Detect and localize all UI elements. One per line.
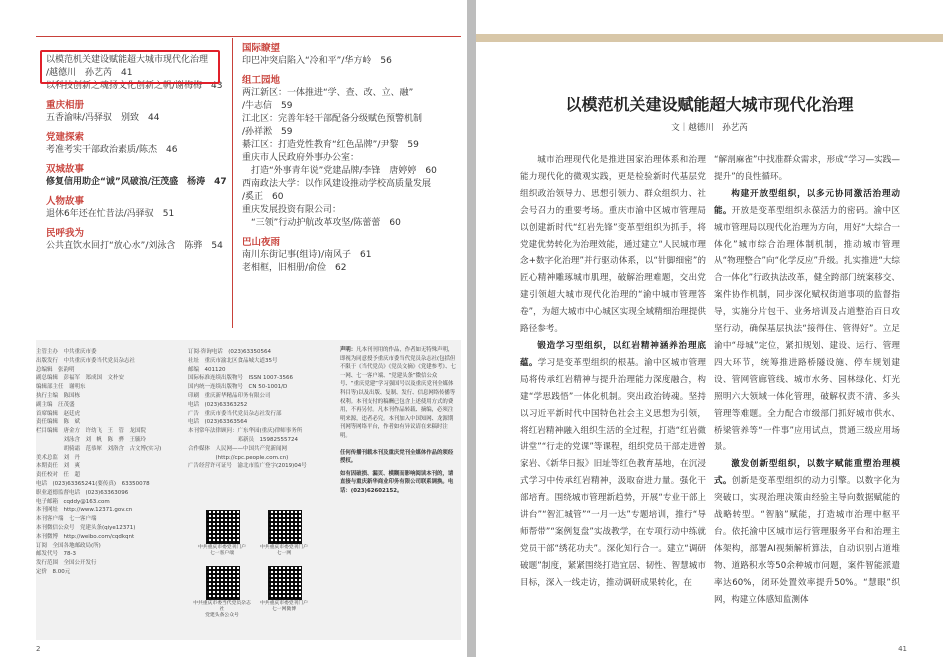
colophon-line: 合作媒体 人民网——中国共产党新闻网: [188, 445, 288, 452]
colophon-line: 本刊客户端 七一客户端: [36, 516, 97, 523]
colophon-line: 首席编辑 赵廷虎: [36, 410, 81, 417]
toc-entry[interactable]: /奚正 60: [242, 192, 284, 202]
toc-entry[interactable]: “三领”行动护航改革攻坚/陈蕾蕾 60: [242, 218, 401, 228]
toc-entry[interactable]: 以模范机关建设赋能超大城市现代化治理: [46, 55, 209, 65]
colophon-line: 主管主办 中共重庆市委: [36, 349, 97, 355]
toc-entry[interactable]: 修复信用助企“诚”风破浪/汪茂盛 杨涛 47: [46, 177, 227, 187]
colophon-line: 国际标准连续出版物号 ISSN 1007-3566: [188, 375, 293, 382]
colophon-line: 总编辑 张韵明: [36, 366, 75, 373]
article-title: 以模范机关建设赋能超大城市现代化治理: [565, 95, 854, 114]
colophon-column-2: [188, 348, 307, 471]
toc-section-heading: 巴山夜雨: [242, 237, 281, 248]
article-byline: 文｜越德川 孙艺芮: [671, 123, 748, 133]
colophon-line: 责任校对 任 超: [36, 472, 81, 479]
colophon-line: 广告经营许可证号 渝北市监广登字(2019)04号: [188, 463, 307, 470]
toc-entry[interactable]: 重庆发展投资有限公司：: [242, 205, 342, 215]
colophon-line: 美术总监 刘 丹: [36, 454, 81, 461]
colophon-line: 电话 (023)63363252: [188, 401, 248, 408]
toc-entry[interactable]: /孙祥淞 59: [242, 127, 293, 137]
article-paragraph: 城市治理现代化是推进国家治理体系和治理能力现代化的微观实践，更是检验新时代基层党组织政治领导力、思想引领力、群众组织力、社会号召力的重要考场。重庆市渝中区城市管理局以创建新时代“红岩先锋”变革型组织为抓手，将党建优势转化为治理效能，通过建立“人民城市理念+数字化治理”并行驱动体系，以“针脚细密”的匠心精神雕琢城市肌理，破解治理难题，交出党建引领超大城市现代化治理的“渝中城市管理答卷”，为超大城市中心城区实现全域精细治理提供路径参考。: [520, 155, 706, 335]
colophon-line: 定价 8.00元: [36, 568, 71, 575]
colophon-statement: [340, 346, 456, 496]
left-page: [0, 0, 467, 657]
colophon-line: 发行范围 全国公开发行: [36, 560, 97, 567]
toc-entry[interactable]: 印巴冲突启陷入“冷和平”/华方岭 56: [242, 56, 392, 66]
page-number: 2: [36, 645, 41, 653]
toc-divider: [232, 38, 233, 328]
toc-entry[interactable]: 西南政法大学：以作风建设推动学校高质量发展: [242, 179, 432, 189]
colophon-line: 电话 (023)63365241(要传真) 63350078: [36, 480, 150, 487]
toc-entry[interactable]: 退休6年还在忙昔法/冯驿驭 51: [46, 209, 175, 219]
colophon-line: 电话 (023)63363564: [188, 419, 248, 426]
qr-code-icon: [206, 510, 240, 544]
toc-entry[interactable]: /牛志信 59: [242, 101, 293, 111]
statement-title: 声明：: [340, 347, 357, 353]
toc-entry[interactable]: 五香渝味/冯驿驭 别致 44: [46, 113, 160, 123]
colophon-line: 印刷 重庆新华精品印务有限公司: [188, 392, 271, 399]
toc-section-heading: 组工园地: [242, 75, 281, 86]
colophon-line: 刘泳含 刘 帆 陈 骅 王毓玲: [36, 436, 147, 443]
article-paragraph: “解剖麻雀”中找准群众需求，形成“学习—实践—提升”的良性循环。: [714, 155, 900, 182]
article-paragraph: 学习是变革型组织的根基。渝中区城市管理局将传承红岩精神与提升治理能力深度融合，构建“学思践悟”一体化机制。突出政治铸魂。坚持以习近平新时代中国特色社会主义思想为引领，将红岩精神融入组织生活的全过程，打造“红岩微讲堂”“行走的党课”等课程，组织党员干部走进曾家岩、《新华日报》旧址等红色教育基地，在沉浸式学习中传承红岩精神，汲取奋进力量。强化干部培育。围绕城市管理新趋势，开展“专业干部上讲台”“智汇城管”“一月一达”专题培训，推行“导师帮带”“案例复盘”实战教学，在专项行动中练就党员干部“绣花功夫”。深化知行合一。建立“调研破题”制度，紧紧围绕打造宜居、韧性、智慧城市目标，深入一线走访，推动调研成果转化，在: [520, 357, 706, 588]
colophon-line: 责任编辑 陈 斌: [36, 419, 81, 426]
toc-section-heading: 民呼我为: [46, 228, 85, 239]
article-column-2: [714, 152, 900, 608]
statement-contact-title: 任何传播刊载本刊及重庆党刊全媒体作品的须经授权。: [340, 449, 454, 465]
qr-code-icon: [268, 510, 302, 544]
qr-caption: 中共重庆市委党刊门户 七一网: [260, 545, 308, 556]
colophon-line: 电子邮箱 cqddy@163.com: [36, 498, 110, 505]
statement-contact-body: 如有因破损、漏页、模糊而影响阅读本刊的，请直接与重庆新华商业印务有限公司联系调换。电话：(023)62602152。: [340, 470, 454, 494]
colophon-line: 职业道德监督电话 (023)63363096: [36, 489, 129, 496]
qr-caption: 中共重庆市委党刊门户 七一客户端: [198, 545, 246, 556]
toc-entry[interactable]: 考准考实干部政治素质/陈杰 46: [46, 145, 178, 155]
toc-entry[interactable]: 老相框，旧相册/俞俭 62: [242, 263, 347, 273]
colophon-line: 出版发行 中共重庆市委当代党员杂志社: [36, 357, 136, 364]
qr-code-icon: [206, 566, 240, 600]
colophon-line: 邓新员 15982555724: [188, 436, 298, 443]
colophon-line: 本刊网址 http://www.12371.gov.cn: [36, 507, 133, 514]
toc-entry[interactable]: 公共直饮水回打“放心水”/刘泳含 陈骅 54: [46, 241, 223, 251]
toc-entry[interactable]: 打造“外事青年说”党建品牌/李锋 唐婷婷 60: [242, 166, 437, 176]
colophon-line: 栏目编辑 唐金方 许幼飞 王 管 龙国院: [36, 428, 147, 435]
toc-section-heading: 国际瞭望: [242, 43, 281, 54]
toc-entry[interactable]: 江北区：完善年轻干部配备分级赋色预警机制: [242, 114, 423, 124]
colophon-line: 本刊常年法律顾问：广东华园(重庆)律师事务所: [188, 428, 303, 435]
highlight-box: [40, 50, 220, 84]
article-subheading: 激发创新型组织，以数字赋能重塑治理模式。: [714, 459, 900, 487]
toc-entry[interactable]: 南川东街记事(组诗)/南风子 61: [242, 250, 372, 260]
toc-entry[interactable]: /越德川 孙艺芮 41: [46, 68, 133, 78]
toc-section-heading: 党建探索: [46, 132, 85, 143]
header-bar: [476, 34, 943, 42]
article-column-1: [520, 152, 706, 592]
colophon-line: 胡骑霜 范恭犀 刘洛含 古文博(实习): [36, 445, 162, 452]
toc-right-column: [242, 36, 464, 275]
colophon-line: 订阅·咨询电话 (023)63350564: [188, 349, 272, 355]
colophon-line: 本刊微博 http://weibo.com/cqdkqnt: [36, 533, 135, 540]
page-number: 41: [898, 645, 907, 653]
colophon-line: 邮发代号 78-3: [36, 551, 76, 558]
qr-code-icon: [268, 566, 302, 600]
colophon-column-1: [36, 348, 161, 577]
colophon-line: 副总编辑 彭福军 郑成国 文朴安: [36, 375, 125, 382]
statement-body: 凡本刊刊用的作品，作者如无特殊声明，即视为同意授予重庆市委当代党员杂志社(包括但不限于《当代党员》《党员文摘》《党建参考》、七一网、七一客户端、“党建头条”微信公众号、“重庆党建”学习强国号以及重庆党刊全媒体科目等)以及出版、复制、发行、信息网络传播等权利。本刊支付的稿酬已包含上述使用方式的费用，不再另付。凡本刊作品转载、摘编，必须注明来源，违者必究。本刊加入中国知网、龙源期刊网等网络平台，作者如有异议请在来稿时注明。: [340, 347, 456, 439]
toc-entry[interactable]: 两江新区：一体推进“学、查、改、立、融”: [242, 88, 414, 98]
colophon-line: 编辑部主任 谢明东: [36, 384, 86, 391]
colophon-line: 邮编 401120: [188, 366, 226, 373]
colophon: [36, 340, 461, 640]
colophon-line: 广告 重庆市委当代党员杂志社发行部: [188, 410, 282, 417]
toc-section-heading: 重庆相册: [46, 100, 85, 111]
article-paragraph: 创新是变革型组织的动力引擎。以数字化为突破口，实现治理决策由经验主导向数据赋能的战略转型。“智脑”赋能，打造城市治理中枢平台。依托渝中区城市运行管理服务平台和治理主体架构，部署AI视频解析算法，自动识别占道堆物、道路积水等50余种城市问题，案件智能派遣率达60%，闭环处置效率提升50%。“慧眼”织网，构建立体感知监测体: [714, 476, 900, 605]
toc-section-heading: 双城故事: [46, 164, 85, 175]
qr-caption: 中共重庆市委当代党员杂志社 党建头条公众号: [193, 601, 251, 618]
toc-section-heading: 人物故事: [46, 196, 85, 207]
colophon-line: 社址 重庆市渝北区食品城大道35号: [188, 357, 278, 364]
colophon-line: (http://cpc.people.com.cn): [188, 454, 289, 461]
colophon-line: 本刊微信公众号 党建头条(qiye12371): [36, 524, 136, 531]
qr-caption: 中共重庆市委党刊门户 七一网微博: [260, 601, 308, 612]
right-page: [476, 0, 943, 657]
toc-entry[interactable]: 重庆市人民政府外事办公室：: [242, 153, 360, 163]
toc-entry[interactable]: 以科技创新之魂扬文化创新之帆/谢梅梅 43: [46, 81, 223, 91]
colophon-line: 订阅 全国各地邮政局(所): [36, 542, 101, 549]
colophon-line: 国内统一连续出版物号 CN 50-1001/D: [188, 384, 288, 391]
article-subheading: 锻造学习型组织，以红岩精神涵养治理底蕴。: [520, 340, 706, 368]
toc-entry[interactable]: 綦江区：打造党性教育“红色品牌”/尹黎 59: [242, 140, 419, 150]
colophon-line: 副主编 汪茂盛: [36, 401, 75, 408]
colophon-line: 执行主编 陈国栋: [36, 392, 81, 399]
page-gutter: [467, 0, 476, 657]
colophon-line: 本期责任 刘 爽: [36, 463, 81, 470]
article-paragraph: 开放是变革型组织永葆活力的密码。渝中区城市管理局以现代化治理为方向，用好“大综合一体化”城市综合治理体制机制，推动城市管理从“物理整合”向“化学反应”升级。扎实推进“大综合一体化”行政执法改革，健全跨部门统案移交、案件协作机制，同步深化赋权街道事项的监督指导，实施分片包干、业务培训及占道整治百日攻坚行动，确保基层执法“接得住、管得好”。立足渝中“母城”定位，紧扣规划、建设、运行、管理四大环节，统筹推进路桥隧设施、停车规划建设、管网管廊管线、城市水务、园林绿化、灯光照明六大领域一体化管理，破解权责不清、多头管理等难题。全力配合市级部门抓好城市供水、桥梁管养等“一件事”应用试点，贯通三级应用场景。: [714, 205, 900, 453]
article-subheading: 构建开放型组织，以多元协同激活治理动能。: [714, 188, 900, 216]
